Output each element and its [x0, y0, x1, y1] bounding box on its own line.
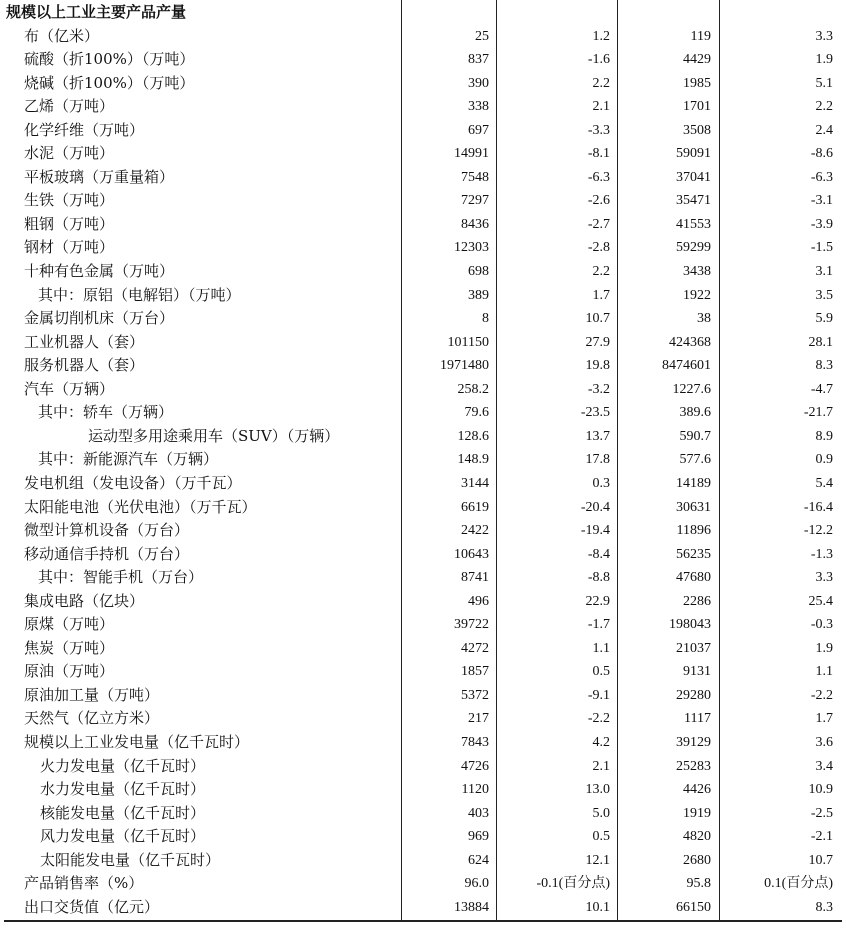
cell-value: 1971480	[440, 358, 489, 374]
cell-value: 698	[468, 264, 489, 279]
cell-value: -1.6	[587, 52, 610, 68]
cell-value: 25	[475, 28, 489, 44]
cell-value: 969	[468, 829, 489, 845]
cell-value: 2.2	[592, 264, 610, 279]
row-label: 核能发电量（亿千瓦时）	[40, 803, 206, 822]
cell-value: 1922	[683, 287, 711, 303]
cell-value: 21037	[676, 640, 711, 656]
row-label: 化学纤维（万吨）	[24, 120, 145, 139]
cell-value: 101150	[447, 334, 489, 350]
cell-value: -16.4	[803, 499, 833, 515]
cell-value: 0.5	[592, 829, 610, 845]
cell-value: 29280	[676, 687, 711, 703]
cell-value: -3.3	[587, 122, 610, 138]
cell-value: 9131	[683, 664, 711, 680]
table-row	[0, 448, 846, 472]
table-row	[0, 354, 846, 378]
cell-value: 13.0	[585, 782, 610, 798]
table-row	[0, 872, 846, 896]
cell-value: 12.1	[585, 852, 610, 868]
cell-value: 17.8	[585, 452, 610, 468]
row-label: 规模以上工业发电量（亿千瓦时）	[24, 733, 250, 751]
row-label: 平板玻璃（万重量箱）	[24, 167, 175, 186]
cell-value: -21.7	[803, 405, 833, 421]
table-row	[0, 72, 846, 96]
cell-value: 39722	[454, 617, 489, 633]
cell-value: 1985	[683, 75, 711, 91]
cell-value: 5.1	[815, 75, 833, 91]
cell-value: 4.2	[592, 735, 610, 750]
cell-value: -1.5	[810, 240, 833, 256]
cell-value: 1.9	[815, 52, 833, 68]
cell-value: 3.3	[815, 570, 833, 586]
cell-value: -2.5	[810, 805, 833, 821]
table-row	[0, 849, 846, 873]
cell-value: 697	[468, 122, 489, 138]
cell-value: -1.7	[587, 617, 610, 633]
cell-value: 25.4	[808, 593, 833, 609]
cell-value: 258.2	[457, 381, 489, 397]
cell-value: 2.2	[815, 99, 833, 115]
table-row	[0, 590, 846, 614]
cell-value: 38	[697, 311, 711, 327]
cell-value: 12303	[454, 240, 489, 256]
cell-value: -3.2	[587, 381, 610, 397]
cell-value: 5.4	[815, 475, 833, 491]
cell-value: 5.9	[815, 311, 833, 327]
cell-value: 11896	[676, 523, 711, 539]
cell-value: 3438	[683, 264, 711, 279]
row-label: 太阳能发电量（亿千瓦时）	[40, 850, 221, 869]
cell-value: 22.9	[585, 593, 610, 609]
cell-value: 66150	[676, 899, 711, 915]
table-row	[0, 48, 846, 72]
cell-value: 1227.6	[672, 381, 711, 397]
cell-value: 41553	[676, 216, 711, 232]
table-row	[0, 896, 846, 920]
row-label: 硫酸（折100%）（万吨）	[24, 50, 195, 69]
table-row	[0, 284, 846, 308]
cell-value: 119	[690, 28, 711, 44]
cell-value: 10643	[454, 546, 489, 562]
table-row	[0, 25, 846, 49]
cell-value: 1.9	[815, 640, 833, 656]
cell-value: 389.6	[679, 405, 711, 421]
row-label: 其中：新能源汽车（万辆）	[38, 450, 219, 469]
cell-value: 56235	[676, 546, 711, 562]
cell-value: 8.3	[815, 358, 833, 374]
cell-value: 39129	[676, 735, 711, 750]
cell-value: 59299	[676, 240, 711, 256]
cell-value: -20.4	[580, 499, 610, 515]
cell-value: -1.3	[810, 546, 833, 562]
cell-value: 128.6	[457, 428, 489, 444]
cell-value: 3508	[683, 122, 711, 138]
cell-value: 95.8	[686, 876, 711, 892]
cell-value: -8.6	[810, 146, 833, 162]
cell-value: 37041	[676, 169, 711, 185]
cell-value: -6.3	[810, 169, 833, 185]
table-row	[0, 331, 846, 355]
cell-value: 2286	[683, 593, 711, 609]
cell-value: 14189	[676, 475, 711, 491]
table-row	[0, 236, 846, 260]
row-label: 烧碱（折100%）（万吨）	[24, 73, 195, 92]
table-title: 规模以上工业主要产品产量	[6, 3, 187, 21]
cell-value: -8.4	[587, 546, 610, 562]
cell-value: 4726	[461, 758, 489, 774]
table-row	[0, 778, 846, 802]
cell-value: 5372	[461, 687, 489, 703]
table-row	[0, 425, 846, 449]
cell-value: 4272	[461, 640, 489, 656]
table-row	[0, 613, 846, 637]
table-row	[0, 213, 846, 237]
table-row	[0, 307, 846, 331]
row-label: 水力发电量（亿千瓦时）	[40, 780, 206, 799]
table-row	[0, 119, 846, 143]
cell-value: 7843	[461, 735, 489, 750]
table-row	[0, 378, 846, 402]
table-row	[0, 543, 846, 567]
cell-value: -2.7	[587, 216, 610, 232]
row-label: 乙烯（万吨）	[24, 97, 115, 116]
cell-value: 198043	[669, 617, 711, 633]
row-label: 钢材（万吨）	[24, 238, 115, 257]
cell-value: 35471	[676, 193, 711, 209]
cell-value: 10.1	[585, 899, 610, 915]
table-row	[0, 166, 846, 190]
row-label: 移动通信手持机（万台）	[24, 544, 190, 563]
row-label: 焦炭（万吨）	[24, 638, 115, 657]
cell-value: -6.3	[587, 169, 610, 185]
table-row	[0, 755, 846, 779]
cell-value: 13.7	[585, 428, 610, 444]
cell-value: -0.3	[810, 617, 833, 633]
cell-value: 8	[482, 311, 489, 327]
row-label: 金属切削机床（万台）	[24, 309, 175, 328]
cell-value: -2.1	[810, 829, 833, 845]
cell-value: 8.3	[815, 899, 833, 915]
cell-value: 3.4	[815, 758, 833, 774]
row-label: 发电机组（发电设备）（万千瓦）	[24, 473, 242, 492]
row-label: 风力发电量（亿千瓦时）	[40, 827, 206, 846]
cell-value: 0.5	[592, 664, 610, 680]
cell-value: 2422	[461, 523, 489, 539]
cell-value: -2.2	[810, 687, 833, 703]
cell-value: 4820	[683, 829, 711, 845]
cell-value: 0.3	[592, 475, 610, 491]
cell-value: 2.1	[592, 99, 610, 115]
cell-value: 3.5	[815, 287, 833, 303]
cell-value: 403	[468, 805, 489, 821]
row-label: 天然气（亿立方米）	[24, 709, 160, 728]
cell-value: 8741	[461, 570, 489, 586]
cell-value: 10.7	[808, 852, 833, 868]
cell-value: -3.1	[810, 193, 833, 209]
table-title-row	[0, 1, 846, 25]
table-bottom-rule	[4, 920, 842, 922]
cell-value: 1.7	[815, 711, 833, 727]
row-label: 十种有色金属（万吨）	[24, 262, 175, 280]
table-row	[0, 519, 846, 543]
cell-value: -8.8	[587, 570, 610, 586]
cell-value: 577.6	[679, 452, 711, 468]
table-row	[0, 660, 846, 684]
cell-value: 837	[468, 52, 489, 68]
cell-value: 1.2	[592, 28, 610, 44]
cell-value: -3.9	[810, 216, 833, 232]
cell-value: 0.9	[815, 452, 833, 468]
row-label: 微型计算机设备（万台）	[24, 521, 190, 540]
row-label: 太阳能电池（光伏电池）（万千瓦）	[24, 497, 257, 516]
table-row	[0, 731, 846, 755]
cell-value: 1.1	[592, 640, 610, 656]
row-label: 生铁（万吨）	[24, 191, 115, 210]
cell-value: 0.1(百分点)	[764, 876, 833, 892]
cell-value: 27.9	[585, 334, 610, 350]
cell-value: 79.6	[464, 405, 489, 421]
cell-value: 2.2	[592, 75, 610, 91]
row-label: 其中：原铝（电解铝）（万吨）	[38, 285, 241, 304]
cell-value: 8474601	[662, 358, 711, 374]
cell-value: -2.8	[587, 240, 610, 256]
row-label: 服务机器人（套）	[24, 356, 145, 375]
table-row	[0, 95, 846, 119]
cell-value: 6619	[461, 499, 489, 515]
cell-value: 5.0	[592, 805, 610, 821]
cell-value: 10.7	[585, 311, 610, 327]
cell-value: 3.1	[815, 264, 833, 279]
cell-value: 590.7	[679, 428, 711, 444]
cell-value: 10.9	[808, 782, 833, 798]
cell-value: 4429	[683, 52, 711, 68]
cell-value: 2.1	[592, 758, 610, 774]
table-row	[0, 496, 846, 520]
cell-value: 3.3	[815, 28, 833, 44]
cell-value: -19.4	[580, 523, 610, 539]
table-row	[0, 142, 846, 166]
table-row	[0, 802, 846, 826]
row-label: 布（亿米）	[24, 26, 100, 45]
table-row	[0, 637, 846, 661]
cell-value: -2.6	[587, 193, 610, 209]
table-row	[0, 566, 846, 590]
cell-value: 1117	[684, 711, 711, 727]
cell-value: 3.6	[815, 735, 833, 750]
cell-value: 2680	[683, 852, 711, 868]
cell-value: 148.9	[457, 452, 489, 468]
cell-value: 28.1	[808, 334, 833, 350]
row-label: 原煤（万吨）	[24, 615, 115, 634]
table-row	[0, 401, 846, 425]
cell-value: 7548	[461, 169, 489, 185]
cell-value: 217	[468, 711, 489, 727]
cell-value: 1919	[683, 805, 711, 821]
row-label: 出口交货值（亿元）	[24, 897, 160, 916]
cell-value: 8436	[461, 216, 489, 232]
table-row	[0, 707, 846, 731]
table-row	[0, 825, 846, 849]
cell-value: 1857	[461, 664, 489, 680]
cell-value: 1.7	[592, 287, 610, 303]
table-row	[0, 189, 846, 213]
cell-value: 47680	[676, 570, 711, 586]
table-row	[0, 684, 846, 708]
cell-value: 19.8	[585, 358, 610, 374]
table-row	[0, 472, 846, 496]
row-label: 其中：智能手机（万台）	[38, 568, 204, 587]
cell-value: -9.1	[587, 687, 610, 703]
row-label: 产品销售率（%）	[24, 874, 144, 893]
row-label: 原油（万吨）	[24, 662, 115, 681]
cell-value: 8.9	[815, 428, 833, 444]
row-label: 集成电路（亿块）	[24, 591, 145, 610]
row-label: 汽车（万辆）	[24, 379, 115, 398]
row-label: 水泥（万吨）	[24, 144, 115, 163]
cell-value: 7297	[461, 193, 489, 209]
row-label: 粗钢（万吨）	[24, 214, 115, 233]
cell-value: 496	[468, 593, 489, 609]
row-label: 工业机器人（套）	[24, 332, 145, 351]
row-label: 火力发电量（亿千瓦时）	[40, 756, 206, 775]
cell-value: 424368	[669, 334, 711, 350]
cell-value: -23.5	[580, 405, 610, 421]
cell-value: 1701	[683, 99, 711, 115]
cell-value: 14991	[454, 146, 489, 162]
cell-value: 390	[468, 75, 489, 91]
row-label: 其中：轿车（万辆）	[38, 403, 174, 422]
cell-value: -8.1	[587, 146, 610, 162]
cell-value: -0.1(百分点)	[536, 876, 610, 892]
cell-value: 96.0	[464, 876, 489, 892]
cell-value: 13884	[454, 899, 489, 915]
cell-value: 25283	[676, 758, 711, 774]
row-label: 原油加工量（万吨）	[24, 685, 160, 704]
cell-value: 3144	[461, 475, 489, 491]
cell-value: 30631	[676, 499, 711, 515]
cell-value: -2.2	[587, 711, 610, 727]
cell-value: 2.4	[815, 122, 833, 138]
row-label: 运动型多用途乘用车（SUV）（万辆）	[88, 426, 340, 445]
cell-value: -4.7	[810, 381, 833, 397]
cell-value: 1.1	[815, 664, 833, 680]
cell-value: 624	[468, 852, 489, 868]
cell-value: 59091	[676, 146, 711, 162]
cell-value: 4426	[683, 782, 711, 798]
cell-value: 338	[468, 99, 489, 115]
cell-value: 389	[468, 287, 489, 303]
cell-value: -12.2	[803, 523, 833, 539]
cell-value: 1120	[461, 782, 489, 798]
table-row	[0, 260, 846, 284]
